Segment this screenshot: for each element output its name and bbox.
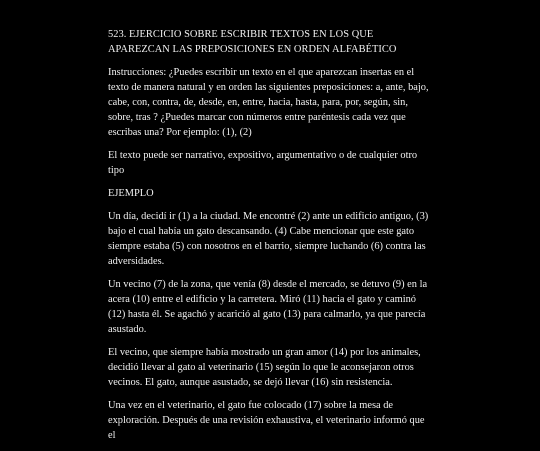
exercise-title: 523. EJERCICIO SOBRE ESCRIBIR TEXTOS EN LOS QUE APAREZCAN LAS PREPOSICIONES EN ORDEN ALFABÉTICO	[108, 29, 397, 55]
example-paragraph-1: Un día, decidí ir (1) a la ciudad. Me encontré (2) ante un edificio antiguo, (3) bajo el cual había un gato descansando. (4) Cabe mencionar que este gato siempre estaba (5) con nosotros en el barrio, siempre luchando (6) contra las adversidades.	[108, 211, 429, 267]
example-paragraph-2: Un vecino (7) de la zona, que venía (8) desde el mercado, se detuvo (9) en la acera (10) entre el edificio y la carretera. Miró (11) hacia el gato y caminó (12) hasta él. Se agachó y acarició al gato (13) para calmarlo, ya que parecía asustado.	[108, 279, 428, 335]
instructions-paragraph: Instrucciones: ¿Puedes escribir un texto en el que aparezcan insertas en el texto de manera natural y en orden las siguientes preposiciones: a, ante, bajo, cabe, con, contra, de, desde, en, entre, hacia, hasta, para, por, según, sin, sobre, tras ? ¿Puedes marcar con números entre paréntesis cada vez que escribas una? Por ejemplo: (1), (2)	[108, 67, 429, 138]
example-heading: EJEMPLO	[108, 188, 154, 199]
example-paragraph-4: Una vez en el veterinario, el gato fue colocado (17) sobre la mesa de exploración. Después de una revisión exhaustiva, el veterinario informó que el	[108, 400, 425, 441]
example-paragraph-3: El vecino, que siempre había mostrado un gran amor (14) por los animales, decidió llevar al gato al veterinario (15) según lo que le aconsejaron otros vecinos. El gato, aunque asustado, se dejó llevar (16) sin resistencia.	[108, 347, 421, 388]
text-types-paragraph: El texto puede ser narrativo, expositivo, argumentativo o de cualquier otro tipo	[108, 150, 418, 176]
document-content	[108, 27, 432, 451]
